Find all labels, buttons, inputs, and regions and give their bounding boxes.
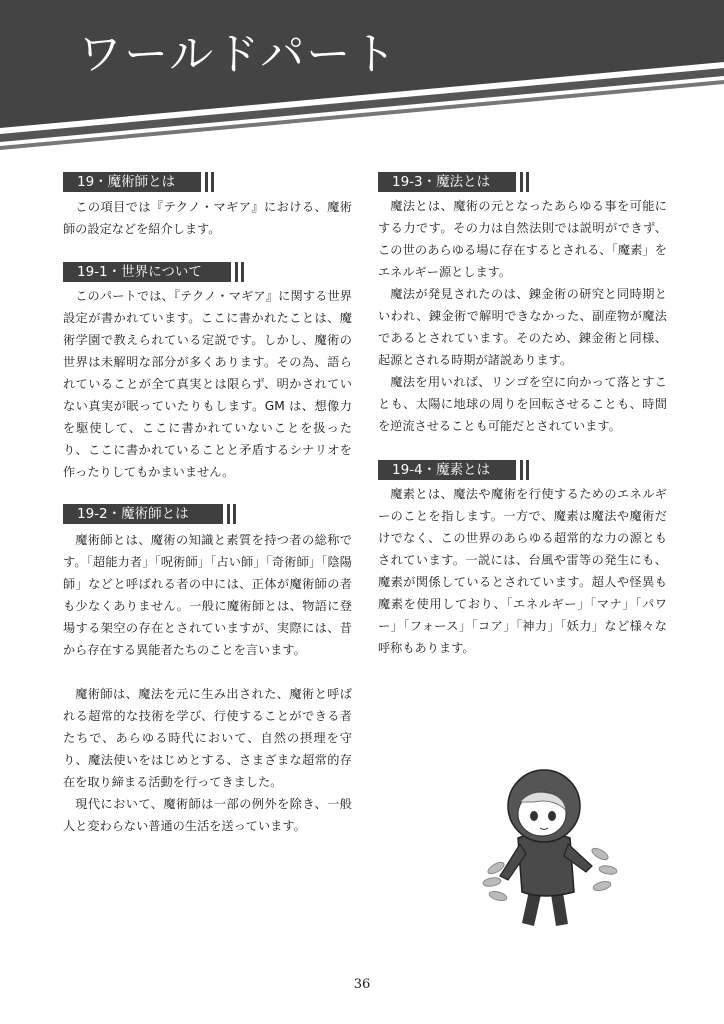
- page-number: 36: [353, 977, 371, 992]
- section-heading-19-3: 19-3・魔法とは: [378, 172, 516, 192]
- paragraph: このパートでは、『テクノ・マギア』に関する世界設定が書かれています。ここに書かれたことは、魔術学園で教えられている定説です。しかし、魔術の世界は未解明な部分が多くあります。その為、語られていることが全て真実とは限らず、明かされていない真実が眠っていたりもします。GM は、想像力を駆使して、ここに書かれていないことを扱ったり、ここに書かれていることと矛盾するシナリオを作ったりしてもかまいません。: [63, 289, 352, 479]
- section-heading-19-4: 19-4・魔素とは: [378, 460, 516, 480]
- paragraph: この項目では『テクノ・マギア』における、魔術師の設定などを紹介します。: [63, 200, 352, 236]
- paragraph: 魔素とは、魔法や魔術を行使するためのエネルギーのことを指します。一方で、魔素は魔法や魔術だけでなく、この世界のあらゆる超常的な力の源ともされています。一説には、台風や雷等の発生にも、魔素が関係しているとされています。超人や怪異も魔素を使用しており、「エネルギー」「マナ」「パワー」「フォース」「コア」「神力」「妖力」など様々な呼称もあります。: [378, 487, 667, 655]
- paragraph: 魔法を用いれば、リンゴを空に向かって落とすことも、太陽に地球の周りを回転させることも、時間を逆流させることも可能だとされています。: [378, 375, 667, 433]
- section-heading-19-2: 19-2・魔術師とは: [63, 504, 223, 524]
- section-heading-19: 19・魔術師とは: [63, 172, 201, 192]
- paragraph: 魔法とは、魔術の元となったあらゆる事を可能にする力です。その力は自然法則では説明ができず、この世のあらゆる場に存在するとされる、「魔素」をエネルギー源とします。: [378, 199, 667, 279]
- paragraph: 魔術師とは、魔術の知識と素質を持つ者の総称です。「超能力者」「呪術師」「占い師」「奇術師」「陰陽師」などと呼ばれる者の中には、正体が魔術師の者も少なくありません。一般に魔術師とは、物語に登場する架空の存在とされていますが、実際には、昔から存在する異能者たちのことを言います。: [63, 533, 352, 657]
- header-banner: [0, 0, 724, 160]
- paragraph: 魔法が発見されたのは、錬金術の研究と同時期といわれ、錬金術で解明できなかった、副産物が魔法であるとされています。そのため、錬金術と同様、起源とされる時期が諸説あります。: [378, 287, 667, 367]
- section-heading-19-1: 19-1・世界について: [63, 262, 231, 282]
- page-title: ワールドパート: [78, 29, 399, 80]
- paragraph: 現代において、魔術師は一部の例外を除き、一般人と変わらない普通の生活を送っています。: [63, 797, 352, 833]
- hooded-character-illustration: [482, 758, 622, 938]
- paragraph: 魔術師は、魔法を元に生み出された、魔術と呼ばれる超常的な技術を学び、行使することができる者たちで、あらゆる時代において、自然の摂理を守り、魔法使いをはじめとする、さまざまな超常的存在を取り締まる活動を行ってきました。: [63, 687, 352, 789]
